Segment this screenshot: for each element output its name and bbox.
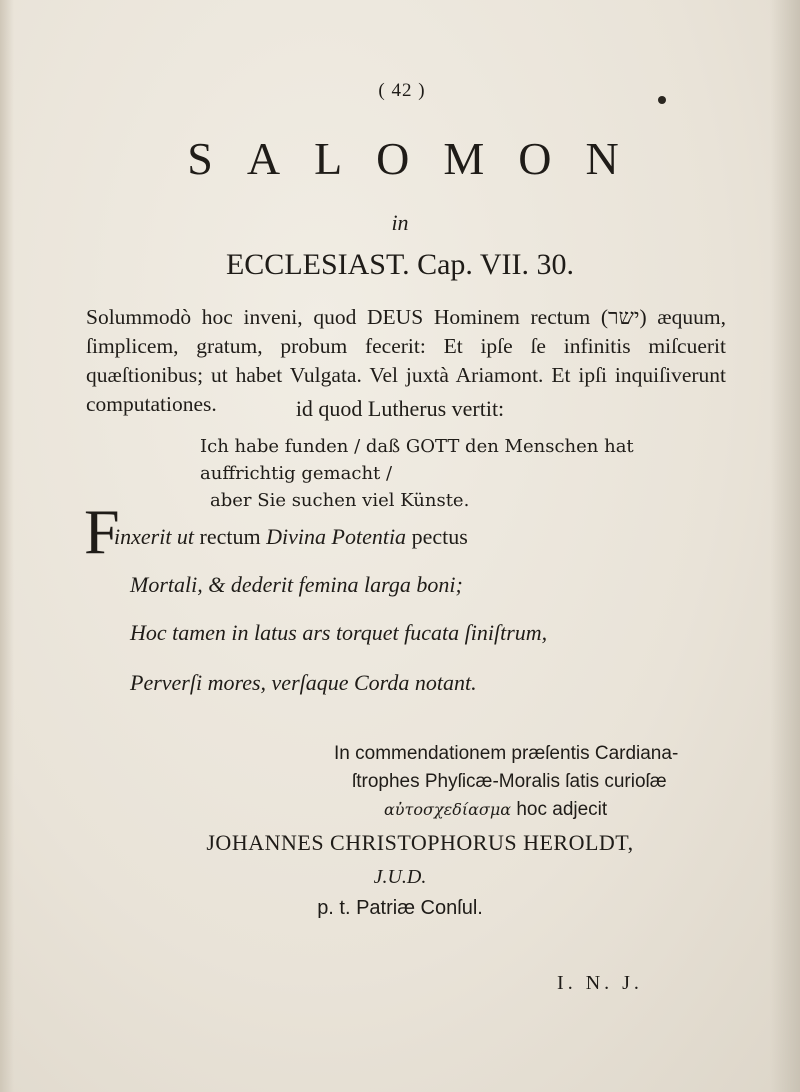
verse-line-1 xyxy=(114,524,714,550)
latin-paragraph: Solummodò hoc inveni, quod DEUS Hominem rectum (ישר) æquum, ſimplicem, gratum, probum fecerit: Et ipſe ſe infinitis miſcuerit quæſtionibus; ut habet Vulgata. Vel juxtà Ariamont. Et ipſi inquiſiverunt computationes. xyxy=(86,305,726,416)
page-edge-shadow-left xyxy=(0,0,14,1092)
page-edge-shadow-right xyxy=(770,0,800,1092)
german-line-2: aber Sie suchen viel Künste. xyxy=(210,490,470,511)
closing-initials: I. N. J. xyxy=(557,972,643,994)
commendation xyxy=(334,740,714,824)
commendation-line-2: ſtrophes Phyſicæ-Moralis ſatis curioſæ xyxy=(352,771,667,792)
commendation-line-3-rest: hoc adjecit xyxy=(511,799,608,820)
luther-intro: id quod Lutherus vertit: xyxy=(295,396,505,421)
greek-word: αὐτοσχεδίασμα xyxy=(384,800,512,819)
verse-line-2: Mortali, & dederit femina larga boni; xyxy=(130,572,463,597)
preposition: in xyxy=(391,210,409,235)
author-office: p. t. Patriæ Conſul. xyxy=(317,897,483,919)
german-line-1: Ich habe funden / daß GOTT den Menschen hat auffrichtig gemacht / xyxy=(200,436,634,484)
commendation-line-3 xyxy=(334,796,714,824)
german-quote xyxy=(200,433,680,514)
commendation-line-1: In commendationem præſentis Cardiana- xyxy=(334,743,679,764)
verse-line-1-end: pectus xyxy=(411,524,468,549)
author-name: JOHANNES CHRISTOPHORUS HEROLDT, xyxy=(206,830,634,855)
verse-line-3: Hoc tamen in latus ars torquet fucata ſiniſtrum, xyxy=(130,620,548,645)
verse-line-1-middle: Divina Potentia xyxy=(260,524,412,549)
verse-line-1-upright: rectum xyxy=(199,524,261,549)
page-title: SALOMON xyxy=(187,133,653,184)
page-number: ( 42 ) xyxy=(378,80,426,101)
author-degree: J.U.D. xyxy=(373,866,427,888)
verse-line-1-start: inxerit ut xyxy=(114,524,200,549)
ink-dot xyxy=(658,96,666,104)
verse-line-4: Perverſi mores, verſaque Corda notant. xyxy=(130,670,477,695)
scripture-reference: ECCLESIAST. Cap. VII. 30. xyxy=(225,248,575,281)
drop-cap: F xyxy=(84,496,120,567)
